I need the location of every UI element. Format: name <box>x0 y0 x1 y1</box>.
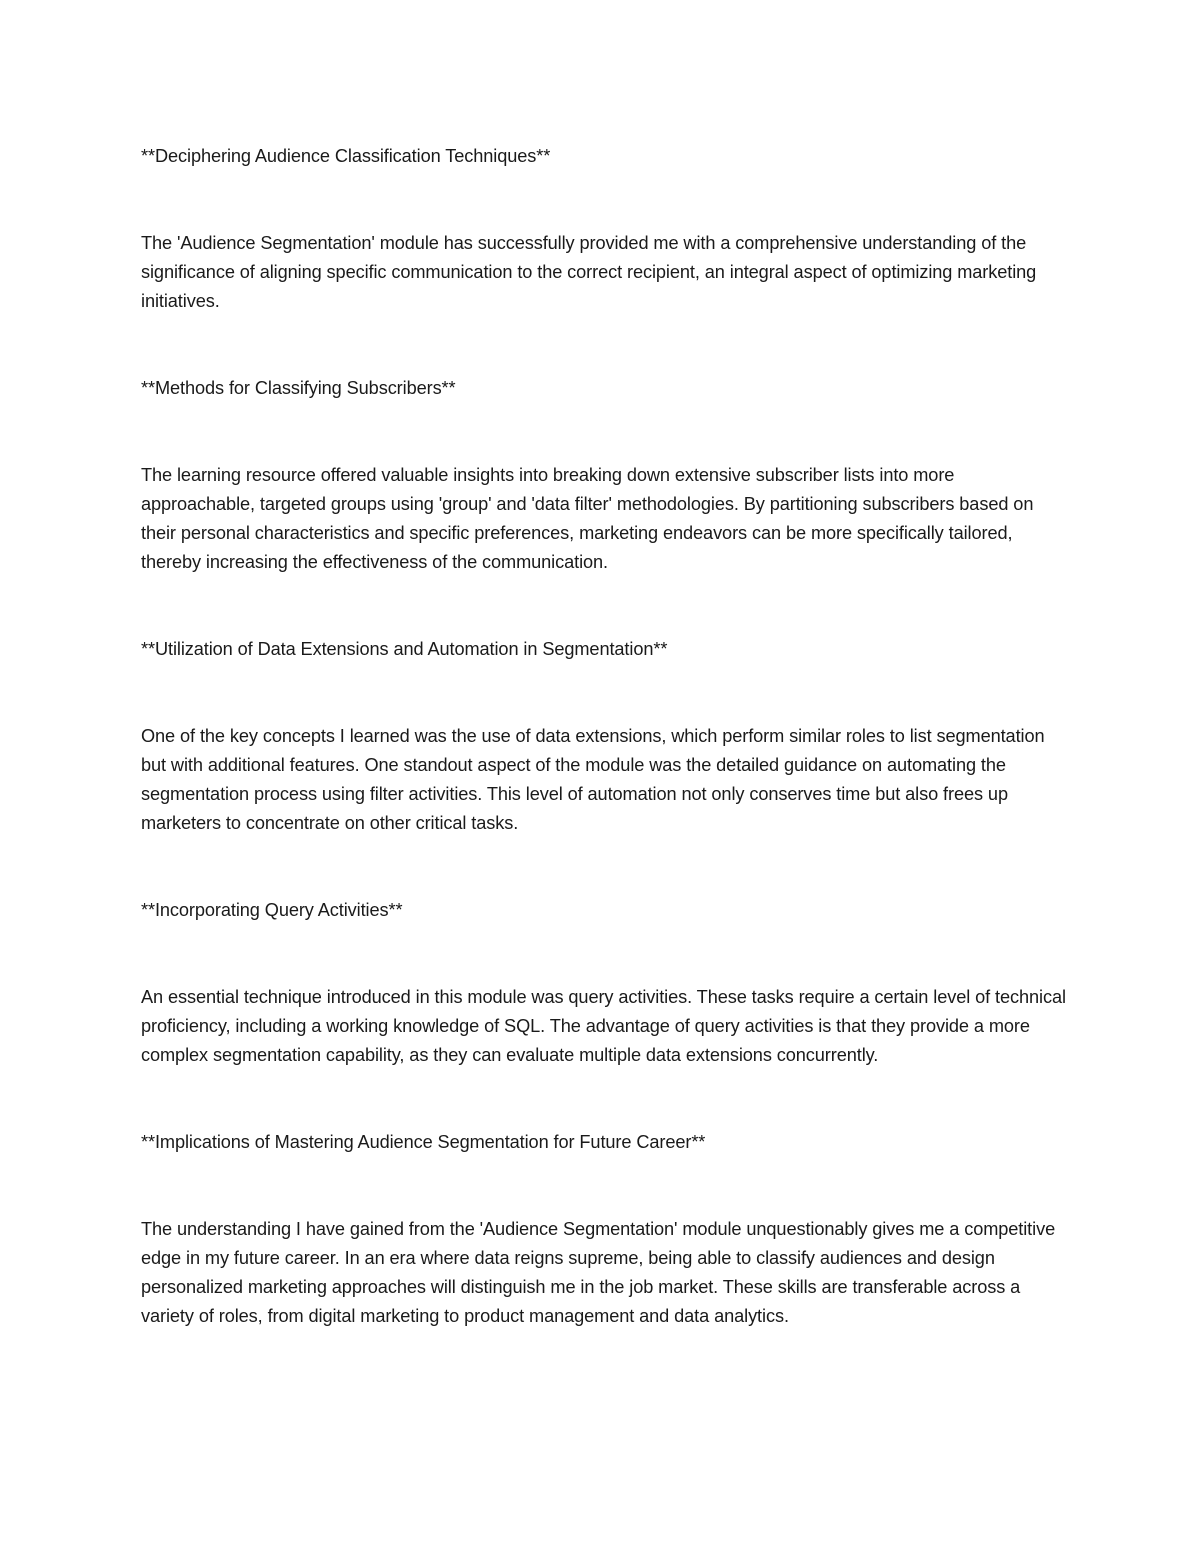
section-paragraph: An essential technique introduced in this module was query activities. These tasks require a certain level of technical proficiency, including a working knowledge of SQL. The advantage of query activities is that they provide a more complex segmentation capability, as they can evaluate multiple data extensions concurrently. <box>141 987 1066 1065</box>
document-body <box>141 142 1071 1389</box>
section-paragraph: The learning resource offered valuable insights into breaking down extensive subscriber lists into more approachable, targeted groups using 'group' and 'data filter' methodologies. By partitioning subscribers based on their personal characteristics and specific preferences, marketing endeavors can be more specifically tailored, thereby increasing the effectiveness of the communication. <box>141 465 1034 572</box>
section-paragraph: The understanding I have gained from the 'Audience Segmentation' module unquestionably gives me a competitive edge in my future career. In an era where data reigns supreme, being able to classify audiences and design personalized marketing approaches will distinguish me in the job market. These skills are transferable across a variety of roles, from digital marketing to product management and data analytics. <box>141 1219 1056 1326</box>
section-heading: **Utilization of Data Extensions and Automation in Segmentation** <box>141 639 668 659</box>
section-heading: **Incorporating Query Activities** <box>141 900 403 920</box>
section-heading: **Implications of Mastering Audience Segmentation for Future Career** <box>141 1132 706 1152</box>
section-paragraph: The 'Audience Segmentation' module has successfully provided me with a comprehensive understanding of the significance of aligning specific communication to the correct recipient, an integral aspect of optimizing marketing initiatives. <box>141 233 1037 311</box>
section-heading: **Methods for Classifying Subscribers** <box>141 378 456 398</box>
section-heading: **Deciphering Audience Classification Techniques** <box>141 146 551 166</box>
section-paragraph: One of the key concepts I learned was the use of data extensions, which perform similar roles to list segmentation but with additional features. One standout aspect of the module was the detailed guidance on automating the segmentation process using filter activities. This level of automation not only conserves time but also frees up marketers to concentrate on other critical tasks. <box>141 726 1045 833</box>
